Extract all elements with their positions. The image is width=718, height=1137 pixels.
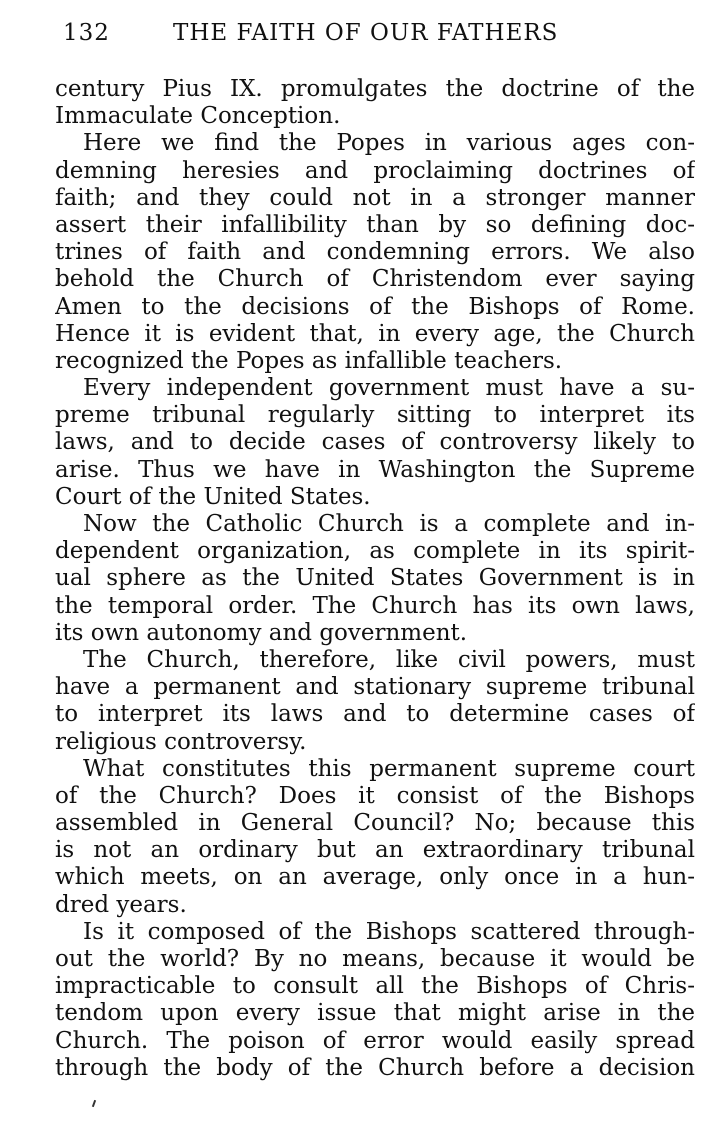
text-line: ual sphere as the United States Government is in bbox=[55, 565, 695, 592]
text-line: Now the Catholic Church is a complete and in- bbox=[83, 511, 695, 537]
text-line: which meets, on an average, only once in a hun- bbox=[55, 864, 695, 891]
running-title: THE FAITH OF OUR FATHERS bbox=[173, 20, 559, 46]
text-line: impracticable to consult all the Bishops of Chris- bbox=[55, 973, 695, 1000]
paragraph bbox=[55, 76, 695, 130]
running-head bbox=[57, 20, 697, 52]
text-line: to interpret its laws and to determine cases of bbox=[55, 701, 695, 728]
body-text bbox=[55, 76, 695, 1082]
text-line: faith; and they could not in a stronger manner bbox=[55, 184, 695, 211]
text-line: Hence it is evident that, in every age, the Church bbox=[55, 320, 695, 347]
text-line: arise. Thus we have in Washington the Supreme bbox=[55, 456, 695, 483]
text-line: demning heresies and proclaiming doctrines of bbox=[55, 157, 695, 184]
text-line: Here we find the Popes in various ages con- bbox=[83, 130, 695, 157]
text-line: its own autonomy and government. bbox=[55, 619, 468, 646]
text-line: What constitutes this permanent supreme court bbox=[83, 755, 695, 782]
text-line: Every independent government must have a su- bbox=[83, 375, 695, 402]
text-line: century Pius IX. promulgates the doctrine of the bbox=[55, 76, 695, 102]
paragraph bbox=[55, 130, 695, 375]
text-line: Church. The poison of error would easily spread bbox=[55, 1027, 695, 1054]
paragraph bbox=[55, 375, 695, 511]
paragraph bbox=[55, 919, 695, 1082]
text-line: assembled in General Council? No; because this bbox=[55, 810, 695, 837]
text-line: is not an ordinary but an extraordinary tribunal bbox=[55, 837, 695, 864]
text-line: religious controversy. bbox=[55, 728, 307, 755]
text-line: out the world? By no means, because it would be bbox=[55, 946, 695, 972]
text-line: the temporal order. The Church has its own laws, bbox=[55, 592, 695, 619]
paragraph bbox=[55, 756, 695, 919]
text-line: Amen to the decisions of the Bishops of Rome. bbox=[55, 293, 695, 320]
paragraph bbox=[55, 511, 695, 647]
text-line: dependent organization, as complete in its spirit- bbox=[55, 538, 695, 565]
text-line: have a permanent and stationary supreme tribunal bbox=[55, 674, 695, 701]
text-line: laws, and to decide cases of controversy likely to bbox=[55, 429, 695, 456]
text-line: Court of the United States. bbox=[55, 483, 371, 510]
text-line: The Church, therefore, like civil powers, must bbox=[83, 646, 695, 673]
text-line: preme tribunal regularly sitting to interpret its bbox=[55, 402, 695, 429]
text-line: assert their infallibility than by so defining doc- bbox=[55, 211, 695, 238]
paragraph bbox=[55, 647, 695, 756]
text-line: Immaculate Conception. bbox=[55, 103, 341, 130]
text-line: recognized the Popes as infallible teachers. bbox=[55, 347, 563, 374]
text-line: behold the Church of Christendom ever saying bbox=[55, 266, 695, 293]
page-number: 132 bbox=[63, 20, 110, 46]
text-line: of the Church? Does it consist of the Bishops bbox=[55, 782, 695, 809]
text-line: trines of faith and condemning errors. We also bbox=[55, 239, 695, 266]
text-line: dred years. bbox=[55, 891, 187, 918]
text-line: tendom upon every issue that might arise in the bbox=[55, 1000, 695, 1027]
text-line: Is it composed of the Bishops scattered through- bbox=[83, 918, 695, 945]
text-line: through the body of the Church before a decision bbox=[55, 1054, 695, 1081]
stray-ink-mark bbox=[92, 1100, 96, 1107]
